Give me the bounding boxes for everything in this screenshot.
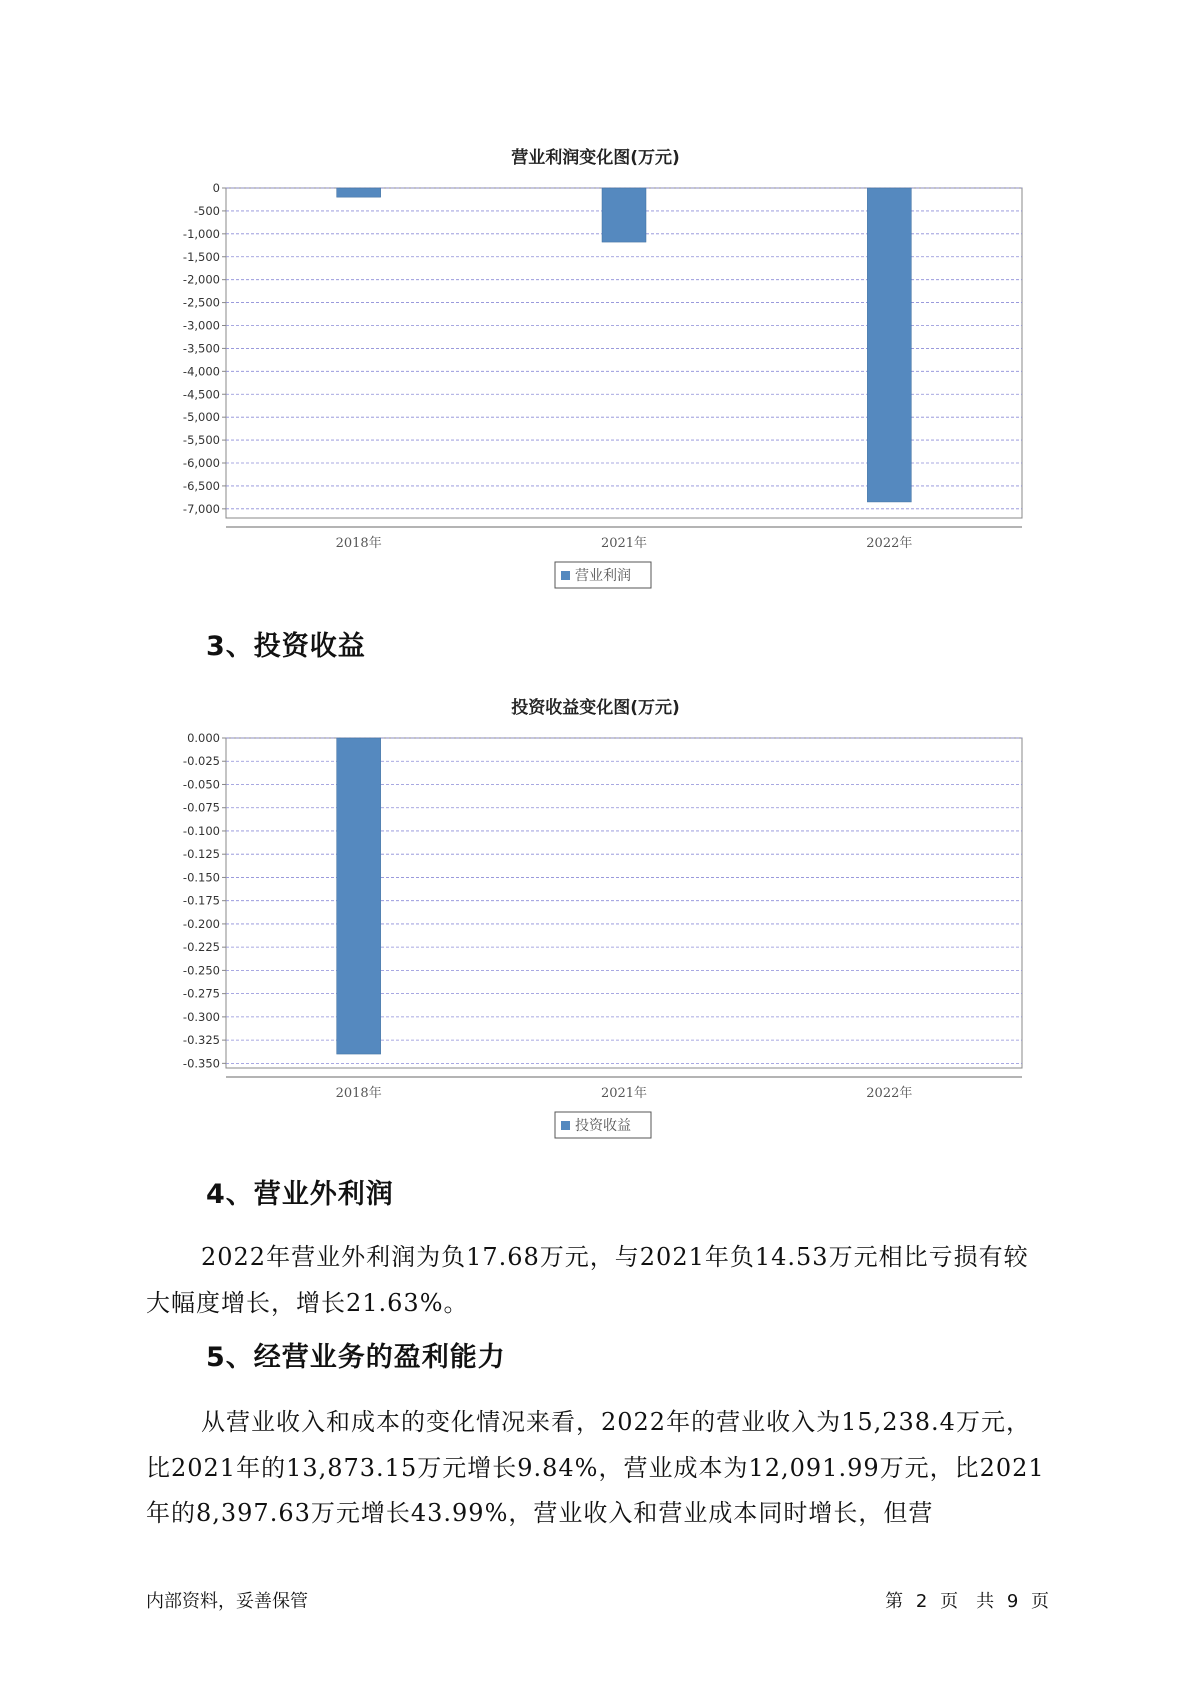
footer-page-info	[883, 1587, 1051, 1613]
chart1-y-tick-label: -7,000	[182, 501, 220, 516]
chart1-y-tick-label: 0	[212, 181, 220, 195]
chart1-y-tick-label: -3,000	[182, 318, 220, 333]
chart1-y-tick-label: -1,500	[182, 249, 220, 264]
chart2-y-tick-label: 0.000	[187, 731, 220, 745]
footer-page-mid: 页 共	[940, 1591, 995, 1612]
chart2-legend-label: 投资收益	[575, 1118, 631, 1134]
chart2-bar-2018年	[337, 738, 381, 1054]
chart2-y-tick-label: -0.050	[182, 777, 220, 792]
paragraph-nonoperating: 2022年营业外利润为负17.68万元，与2021年负14.53万元相比亏损有较大幅度增长，增长21.63%。	[146, 1243, 1029, 1317]
chart2-x-tick-label: 2018年	[335, 1086, 382, 1101]
footer-page-suffix: 页	[1031, 1591, 1049, 1612]
chart2-legend-swatch	[561, 1121, 570, 1130]
footer-page-total: 9	[1006, 1591, 1019, 1612]
chart1-y-tick-label: -5,500	[182, 433, 220, 448]
chart1-y-tick-label: -4,000	[182, 364, 220, 379]
chart2-x-tick-label: 2021年	[600, 1086, 648, 1101]
chart1-x-tick-label: 2021年	[600, 536, 648, 551]
chart2-y-tick-label: -0.200	[182, 916, 220, 931]
section-heading-nonoperating: 4、营业外利润	[206, 1179, 394, 1210]
paragraph-profitability: 从营业收入和成本的变化情况来看，2022年的营业收入为15,238.4万元，比2021年的13,873.15万元增长9.84%，营业成本为12,091.99万元，比2021年的8,397.63万元增长43.99%，营业收入和营业成本同时增长，但营	[146, 1408, 1045, 1527]
chart2-y-tick-label: -0.100	[182, 823, 220, 838]
chart2-y-tick-label: -0.150	[182, 870, 220, 885]
chart2-y-tick-label: -0.075	[182, 800, 220, 815]
chart1-y-tick-label: -4,500	[182, 387, 220, 402]
chart2-y-tick-label: -0.275	[182, 986, 220, 1001]
chart2-x-tick-label: 2022年	[866, 1086, 913, 1101]
chart2-y-tick-label: -0.250	[182, 963, 220, 978]
section-heading-investment: 3、投资收益	[206, 631, 366, 662]
chart1-legend-swatch	[561, 571, 570, 580]
chart1-legend-label: 营业利润	[575, 568, 631, 584]
chart2-y-tick-label: -0.225	[182, 940, 220, 955]
operating-profit-chart	[0, 170, 1191, 610]
chart2-y-tick-label: -0.125	[182, 847, 220, 862]
chart1-title: 营业利润变化图(万元)	[511, 148, 680, 168]
chart2-y-tick-label: -0.325	[182, 1033, 220, 1048]
footer-page-number: 2	[915, 1591, 928, 1612]
footer-confidential-note: 内部资料，妥善保管	[146, 1591, 308, 1612]
chart2-y-tick-label: -0.025	[182, 754, 220, 769]
chart1-bar-2018年	[337, 188, 381, 197]
chart1-bar-2021年	[602, 188, 646, 242]
chart1-y-tick-label: -3,500	[182, 341, 220, 356]
chart1-y-tick-label: -1,000	[182, 226, 220, 241]
chart2-y-tick-label: -0.350	[182, 1056, 220, 1071]
investment-income-chart	[0, 720, 1191, 1160]
chart2-title: 投资收益变化图(万元)	[511, 698, 680, 718]
chart1-bar-2022年	[867, 188, 911, 502]
chart1-y-tick-label: -5,000	[182, 410, 220, 425]
chart1-x-tick-label: 2022年	[866, 536, 913, 551]
section-heading-profitability: 5、经营业务的盈利能力	[206, 1342, 506, 1373]
chart1-y-tick-label: -6,500	[182, 478, 220, 493]
chart1-y-tick-label: -2,500	[182, 295, 220, 310]
footer-page-prefix: 第	[885, 1591, 904, 1612]
chart2-y-tick-label: -0.300	[182, 1009, 220, 1024]
chart1-y-tick-label: -6,000	[182, 456, 220, 470]
chart1-y-tick-label: -2,000	[182, 272, 220, 287]
chart1-x-tick-label: 2018年	[335, 536, 382, 551]
chart2-y-tick-label: -0.175	[182, 893, 220, 908]
chart1-y-tick-label: -500	[193, 203, 220, 218]
